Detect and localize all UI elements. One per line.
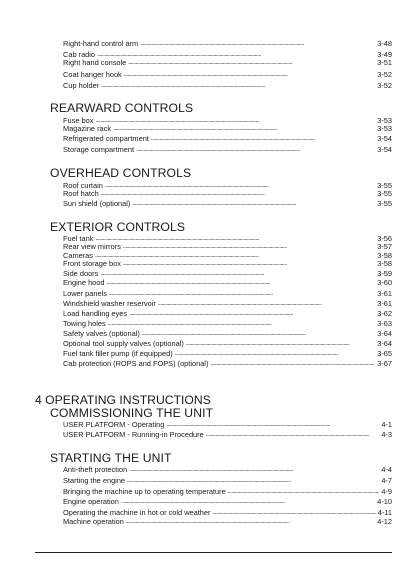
toc-entry-page: 4-10 [377,497,392,506]
toc-entry-page: 3-54 [377,134,392,143]
toc-entry[interactable] [63,429,392,439]
toc-entry-page: 3-61 [377,289,392,298]
toc-leader-dots [113,124,375,133]
toc-entry-page: 4-7 [381,476,392,485]
toc-entry-page: 3-53 [377,116,392,125]
toc-entry-label: Machine operation [63,517,124,526]
toc-leader-dots [129,309,375,318]
toc-entry-label: Starting the engine [63,476,126,485]
toc-entry[interactable] [63,328,392,338]
toc-leader-dots [132,199,375,208]
toc-entry-page: 3-55 [377,181,392,190]
toc-leader-dots [151,134,375,143]
toc-entry[interactable] [63,69,392,79]
toc-entry-page: 4-12 [377,517,392,526]
toc-entry-label: Cab protection (ROPS and FOPS) (optional) [63,359,209,368]
toc-entry-label: Lower panels [63,289,107,298]
toc-entry-page: 3-65 [377,349,392,358]
toc-entry-label: Storage compartment [63,145,135,154]
toc-entry[interactable] [63,38,392,48]
toc-entry-label: USER PLATFORM - Running-in Procedure [63,430,204,439]
toc-entry-page: 3-58 [377,251,392,260]
toc-entry-label: Sun shield (optional) [63,199,131,208]
toc-entry-page: 3-64 [377,339,392,348]
toc-entry-page: 3-52 [377,81,392,90]
toc-entry-page: 3-51 [377,58,392,67]
toc-entry-label: USER PLATFORM - Operating [63,420,165,429]
toc-entry-label: Roof curtain [63,181,103,190]
toc-entry-page: 3-55 [377,199,392,208]
toc-entry-page: 4-3 [381,430,392,439]
toc-entry[interactable] [63,318,392,328]
toc-leader-dots [206,430,380,439]
toc-entry[interactable] [63,338,392,348]
toc-entry-label: Cup holder [63,81,100,90]
toc-leader-dots [136,145,375,154]
toc-leader-dots [126,517,375,526]
toc-entry[interactable] [63,298,392,308]
toc-entry-page: 3-52 [377,70,392,79]
toc-entry-page: 3-49 [377,50,392,59]
toc-entry[interactable] [63,475,392,485]
toc-entry-page: 4-11 [377,508,392,517]
toc-entry[interactable] [63,348,392,358]
section-heading-commissioning: COMMISSIONING THE UNIT [50,406,214,420]
toc-entry-page: 3-53 [377,124,392,133]
toc-entry-label: Roof hatch [63,189,99,198]
toc-leader-dots [121,497,375,506]
toc-entry-label: Fuel tank filler pump (if equipped) [63,349,173,358]
toc-entry[interactable] [63,198,392,208]
toc-leader-dots [107,278,376,287]
toc-entry-label: Magazine rack [63,124,112,133]
toc-entry-label: Side doors [63,269,99,278]
toc-entry[interactable] [63,133,392,143]
toc-entry[interactable] [63,464,392,474]
toc-entry[interactable] [63,80,392,90]
section-heading-starting: STARTING THE UNIT [50,451,172,465]
toc-entry-label: Cab radio [63,50,96,59]
toc-entry-page: 3-64 [377,329,392,338]
toc-entry[interactable] [63,486,392,496]
toc-entry-label: Right hand console [63,58,127,67]
toc-leader-dots [101,81,375,90]
toc-entry[interactable] [63,496,392,506]
toc-leader-dots [166,420,379,429]
toc-entry-label: Operating the machine in hot or cold weather [63,508,211,517]
toc-entry-label: Rear view mirrors [63,242,121,251]
toc-entry-page: 3-58 [377,259,392,268]
toc-entry-page: 4-1 [381,420,392,429]
toc-entry-label: Refrigerated compartment [63,134,149,143]
toc-entry[interactable] [63,258,392,268]
toc-entry-label: Bringing the machine up to operating temperature [63,487,226,496]
toc-entry-label: Fuse box [63,116,94,125]
section-heading-rearward: REARWARD CONTROLS [50,101,194,115]
toc-leader-dots [129,465,379,474]
toc-leader-dots [142,329,375,338]
toc-entry[interactable] [63,288,392,298]
toc-entry-page: 3-57 [377,242,392,251]
toc-entry-label: Front storage box [63,259,121,268]
toc-entry-page: 3-56 [377,234,392,243]
toc-leader-dots [101,189,375,198]
toc-entry-label: Load handling eyes [63,309,128,318]
toc-entry-page: 3-60 [377,278,392,287]
toc-entry-label: Safety valves (optional) [63,329,140,338]
toc-entry-label: Anti-theft protection [63,465,128,474]
toc-entry[interactable] [63,57,392,67]
toc-entry-page: 3-67 [377,359,392,368]
toc-entry-page: 3-61 [377,299,392,308]
toc-leader-dots [140,39,375,48]
toc-entry[interactable] [63,144,392,154]
toc-entry-page: 3-62 [377,309,392,318]
toc-entry-label: Windshield washer reservoir [63,299,156,308]
footer-rule [35,552,392,553]
toc-entry-label: Engine hood [63,278,105,287]
toc-leader-dots [158,299,375,308]
toc-entry-page: 3-48 [377,39,392,48]
toc-leader-dots [123,259,375,268]
toc-entry[interactable] [63,188,392,198]
toc-leader-dots [127,476,379,485]
chapter-title: 4 OPERATING INSTRUCTIONS [35,393,211,407]
toc-entry[interactable] [63,123,392,133]
toc-leader-dots [175,349,376,358]
toc-leader-dots [124,70,375,79]
toc-entry-label: Optional tool supply valves (optional) [63,339,184,348]
toc-leader-dots [210,359,375,368]
toc-entry-page: 4-4 [381,465,392,474]
toc-entry-page: 3-55 [377,189,392,198]
section-heading-exterior: EXTERIOR CONTROLS [50,220,186,234]
toc-entry[interactable] [63,277,392,287]
toc-entry[interactable] [63,358,392,368]
toc-entry-label: Towing holes [63,319,106,328]
toc-entry-label: Right-hand control arm [63,39,139,48]
toc-leader-dots [109,289,375,298]
toc-entry-page: 3-59 [377,269,392,278]
section-heading-overhead: OVERHEAD CONTROLS [50,166,192,180]
toc-leader-dots [108,319,375,328]
toc-entry[interactable] [63,419,392,429]
toc-entry[interactable] [63,516,392,526]
toc-entry-page: 3-63 [377,319,392,328]
toc-leader-dots [186,339,375,348]
toc-entry-label: Fuel tank [63,234,94,243]
toc-leader-dots [228,487,380,496]
toc-entry-label: Engine operation [63,497,119,506]
toc-leader-dots [128,58,375,67]
toc-entry-page: 3-54 [377,145,392,154]
toc-entry-label: Cameras [63,251,93,260]
toc-entry-page: 4-9 [381,487,392,496]
toc-entry-label: Coat hanger hook [63,70,122,79]
toc-entry[interactable] [63,308,392,318]
